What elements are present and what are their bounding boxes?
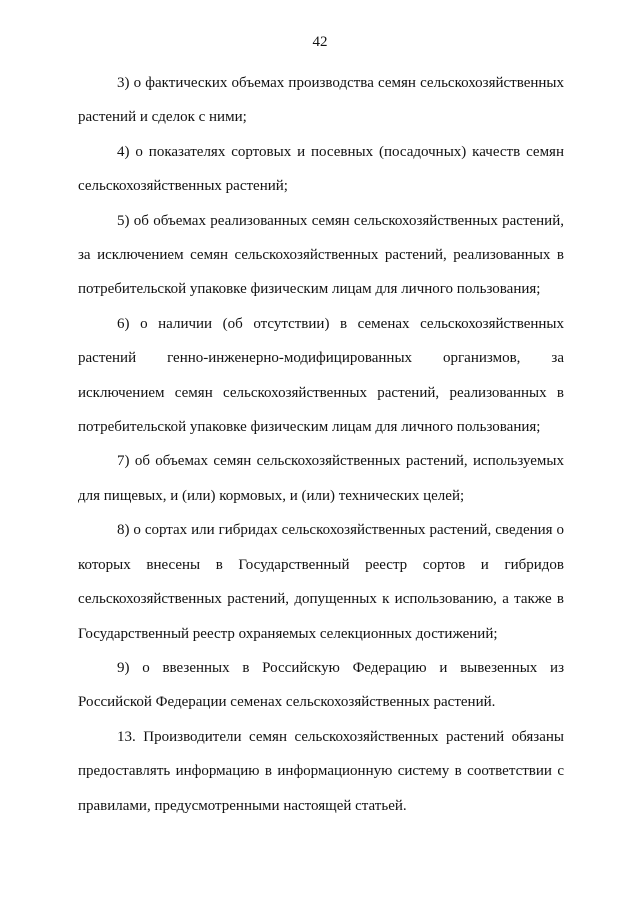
paragraph-item-5: 5) об объемах реализованных семян сельскохозяйственных растений, за исключением семян сельскохозяйственных растений, реализованных в потребительской упаковке физическим лицам для личного пользования; (78, 212, 564, 298)
paragraph-item-8: 8) о сортах или гибридах сельскохозяйственных растений, сведения о которых внесены в Государственный реестр сортов и гибридов сельскохозяйственных растений, допущенных к использованию, а также в Государственный реестр охраняемых селекционных достижений; (78, 522, 564, 642)
paragraph-item-3: 3) о фактических объемах производства семян сельскохозяйственных растений и сделок с ними; (78, 75, 564, 126)
page-number: 42 (312, 34, 328, 50)
paragraph-section-13: 13. Производители семян сельскохозяйственных растений обязаны предоставлять информацию в информационную систему в соответствии с правилами, предусмотренными настоящей статьей. (78, 728, 564, 814)
paragraph-item-7: 7) об объемах семян сельскохозяйственных растений, используемых для пищевых, и (или) кормовых, и (или) технических целей; (78, 453, 564, 504)
document-body (78, 66, 564, 823)
paragraph-item-6: 6) о наличии (об отсутствии) в семенах сельскохозяйственных растений генно-инженерно-модифицированных организмов, за исключением семян сельскохозяйственных растений, реализованных в потребительской упаковке физическим лицам для личного пользования; (78, 315, 564, 436)
paragraph-item-9: 9) о ввезенных в Российскую Федерацию и вывезенных из Российской Федерации семенах сельскохозяйственных растений. (78, 659, 564, 711)
paragraph-item-4: 4) о показателях сортовых и посевных (посадочных) качеств семян сельскохозяйственных растений; (78, 143, 564, 195)
